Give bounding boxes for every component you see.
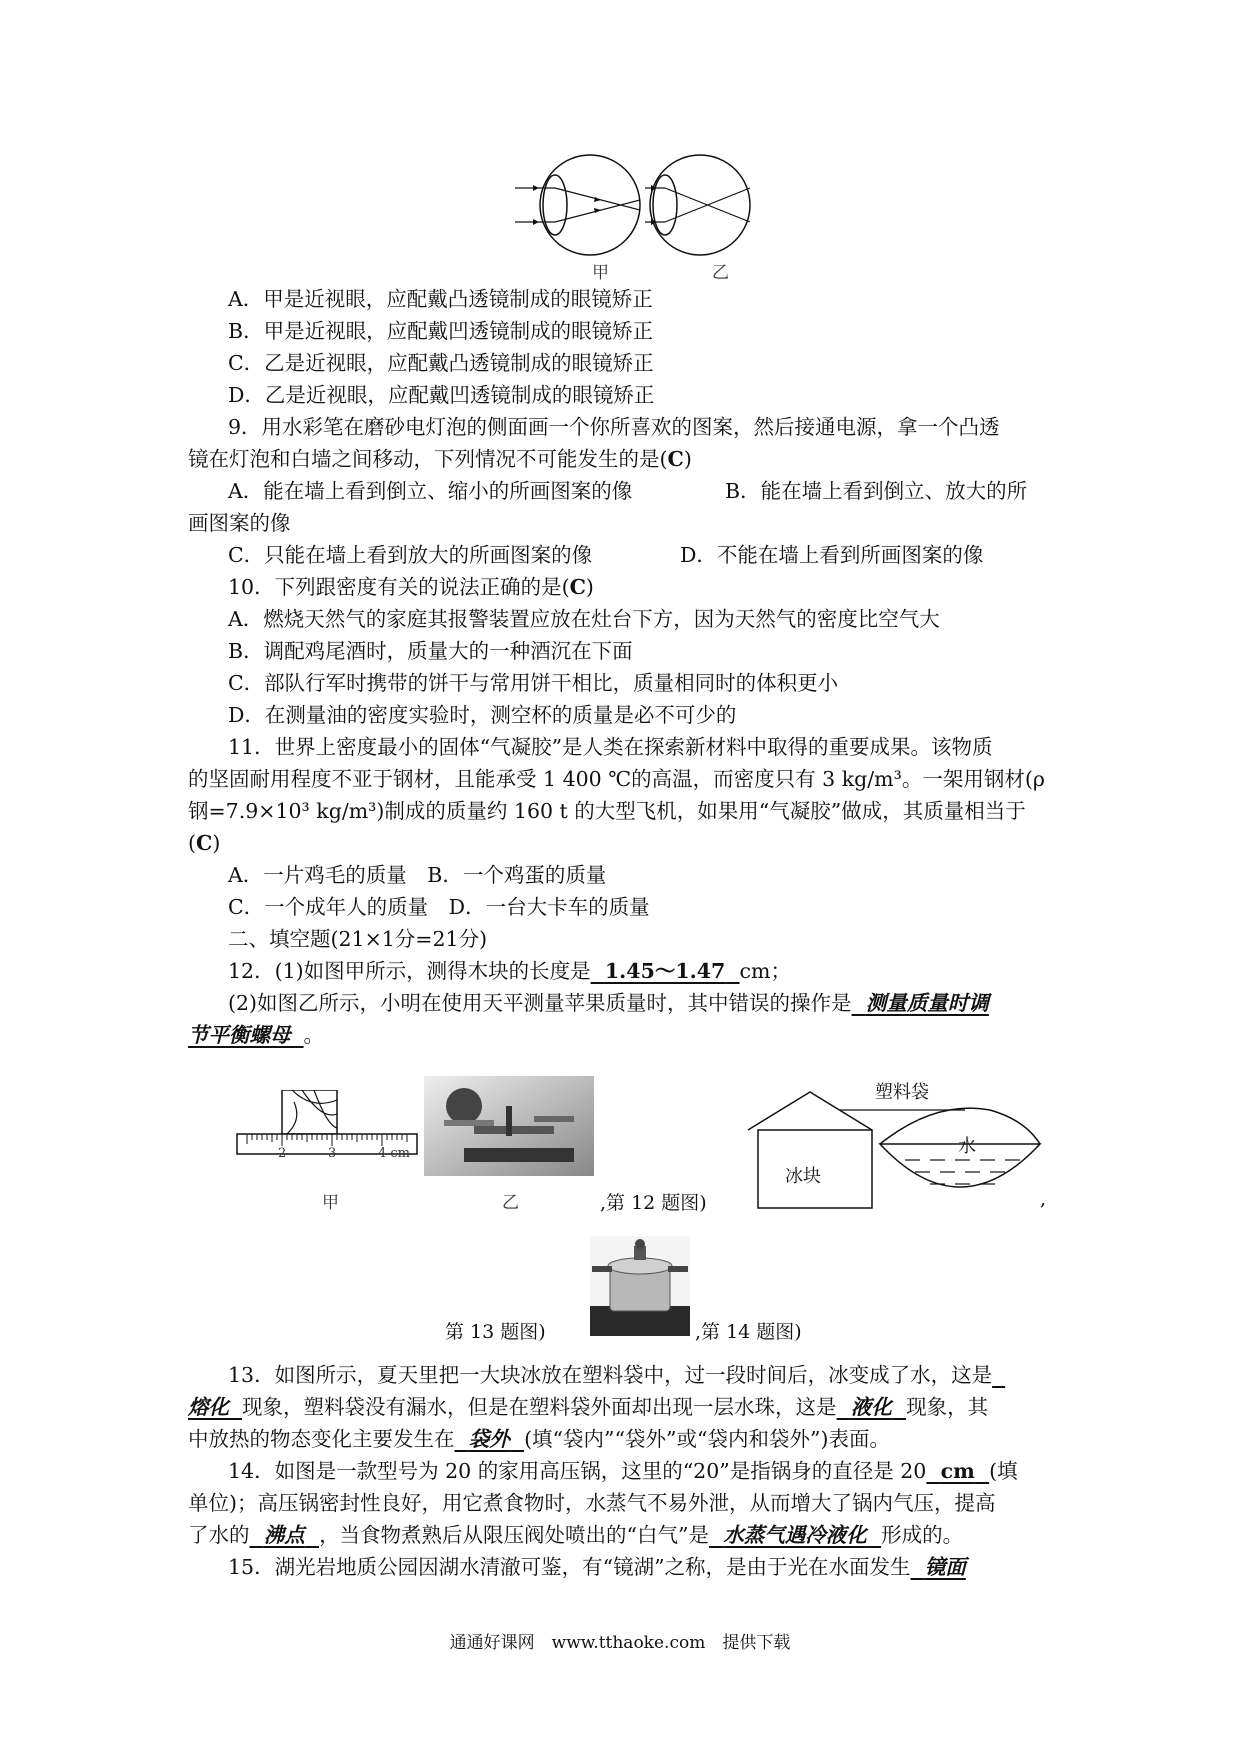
q14-answer1: [926, 1459, 989, 1483]
q13-text1: 13．如图所示，夏天里把一大块冰放在塑料袋中，过一段时间后，冰变成了水，这是: [228, 1363, 993, 1387]
q12-part2-text: (2)如图乙所示，小明在使用天平测量苹果质量时，其中错误的操作是: [228, 991, 852, 1015]
q8-option-a: A．甲是近视眼，应配戴凸透镜制成的眼镜矫正: [228, 287, 653, 311]
q9-stem-line2: [188, 446, 692, 472]
q9-option-b: B．能在墙上看到倒立、放大的所: [725, 479, 1028, 503]
fig13-comma: ,: [1040, 1188, 1047, 1210]
q14-line3: [188, 1522, 963, 1548]
section-fill-in-title: 二、填空题(21×1分=21分): [228, 927, 488, 951]
q15-line1: [228, 1554, 966, 1580]
q14-text4: ，当食物煮熟后从限压阀处喷出的“白气”是: [319, 1523, 710, 1547]
q13-text4: 中放热的物态变化主要发生在: [188, 1427, 455, 1451]
q15-answer1: [911, 1555, 966, 1579]
fig12-label-jia: 甲: [322, 1193, 339, 1213]
q14-answer1-text: cm: [940, 1459, 975, 1483]
q11-paren-close: ): [212, 831, 221, 855]
q12-part2-answer-text1: 测量质量时调: [865, 991, 989, 1015]
pressure-cooker-photo: [590, 1236, 690, 1336]
q15-text1: 15．湖光岩地质公园因湖水清澈可鉴，有“镜湖”之称，是由于光在水面发生: [228, 1555, 911, 1579]
q9-stem-text: 镜在灯泡和白墙之间移动，下列情况不可能发生的是(: [188, 447, 668, 471]
q11-line1: 11．世界上密度最小的固体“气凝胶”是人类在探索新材料中取得的重要成果。该物质: [228, 735, 993, 759]
q14-line2: 单位)；高压锅密封性良好，用它煮食物时，水蒸气不易外泄，从而增大了锅内气压，提高: [188, 1491, 996, 1515]
q10-answer: C: [569, 575, 586, 599]
q8-option-c: C．乙是近视眼，应配戴凸透镜制成的眼镜矫正: [228, 351, 654, 375]
q12-part1-unit: cm；: [739, 959, 791, 983]
q9-answer: C: [667, 447, 684, 471]
eye-diagram: [515, 150, 775, 270]
q14-line1: [228, 1458, 1018, 1484]
q12-part2-answer-cont: 节平衡螺母: [188, 1023, 291, 1047]
q14-answer2-text: 沸点: [263, 1523, 305, 1547]
q13-answer1: 熔化: [188, 1395, 229, 1419]
q12-line2: [228, 990, 989, 1016]
q12-period: 。: [303, 1023, 325, 1047]
ice-label: 冰块: [785, 1166, 821, 1187]
q11-line2: 的坚固耐用程度不亚于钢材，且能承受 1 400 ℃的高温，而密度只有 3 kg/m³。一架用钢材(ρ: [188, 767, 1045, 791]
q12-part1-answer: [591, 959, 740, 983]
q10-option-a: A．燃烧天然气的家庭其报警装置应放在灶台下方，因为天然气的密度比空气大: [228, 607, 940, 631]
q14-text3: 了水的: [188, 1523, 250, 1547]
q12-line3: [188, 1022, 324, 1048]
ruler-tick-2: 2: [278, 1146, 287, 1161]
q10-stem-text: 10．下列跟密度有关的说法正确的是(: [228, 575, 570, 599]
q13-answer3-text: 袋外: [468, 1427, 510, 1451]
q8-option-d: D．乙是近视眼，应配戴凹透镜制成的眼镜矫正: [228, 383, 655, 407]
q13-answer2-text: 液化: [850, 1395, 892, 1419]
q13-line3: [188, 1426, 890, 1452]
q12-part1-text: 12．(1)如图甲所示，测得木块的长度是: [228, 959, 591, 983]
q11-line3: 钢=7.9×10³ kg/m³)制成的质量约 160 t 的大型飞机，如果用“气凝胶”做成，其质量相当于: [188, 799, 1026, 823]
q13-text5: (填“袋内”“袋外”或“袋内和袋外”)表面。: [524, 1427, 890, 1451]
q11-options-cd: C．一个成年人的质量 D．一台大卡车的质量: [228, 895, 650, 919]
page-footer: 通通好课网 www.tthaoke.com 提供下载: [449, 1633, 791, 1653]
bag-label: 塑料袋: [875, 1082, 929, 1103]
q9-option-c: C．只能在墙上看到放大的所画图案的像: [228, 543, 593, 567]
q13-answer2: [837, 1395, 907, 1419]
q12-part1-answer-text: 1.45～1.47: [604, 959, 726, 983]
q10-stem-close: ): [585, 575, 594, 599]
q8-option-b: B．甲是近视眼，应配戴凹透镜制成的眼镜矫正: [228, 319, 654, 343]
q9-stem-close: ): [683, 447, 692, 471]
ruler-tick-3: 3: [328, 1146, 337, 1161]
q13-answer3: [455, 1427, 525, 1451]
q12-part2-answer: [852, 991, 989, 1015]
fig14-caption: ,第 14 题图): [695, 1321, 802, 1343]
q15-answer1-text: 镜面: [924, 1555, 966, 1579]
q14-text2: (填: [989, 1459, 1018, 1483]
q9-option-b-cont: 画图案的像: [188, 511, 291, 535]
q9-option-a: A．能在墙上看到倒立、缩小的所画图案的像: [228, 479, 633, 503]
q14-text5: 形成的。: [881, 1523, 964, 1547]
q13-text2: 现象，塑料袋没有漏水，但是在塑料袋外面却出现一层水珠，这是: [242, 1395, 837, 1419]
fig8-label-left: 甲: [592, 263, 609, 283]
q12-line1: [228, 958, 791, 984]
ruler-tick-4cm: 4 cm: [378, 1146, 411, 1161]
water-label: 水: [958, 1136, 976, 1157]
q9-stem-line1: 9．用水彩笔在磨砂电灯泡的侧面画一个你所喜欢的图案，然后接通电源，拿一个凸透: [228, 415, 1000, 439]
q11-answer: C: [196, 831, 213, 855]
q13-line1: [228, 1362, 1005, 1388]
q14-answer3: [709, 1523, 881, 1547]
fig12-label-yi: 乙: [502, 1193, 519, 1213]
q11-line4: [188, 830, 220, 856]
fig12-caption: ,第 12 题图): [600, 1192, 707, 1214]
balance-photo: [424, 1076, 594, 1176]
q10-option-b: B．调配鸡尾酒时，质量大的一种酒沉在下面: [228, 639, 633, 663]
fig8-label-right: 乙: [712, 263, 729, 283]
q14-answer2: [250, 1523, 320, 1547]
q10-option-c: C．部队行军时携带的饼干与常用饼干相比，质量相同时的体积更小: [228, 671, 839, 695]
q10-stem: [228, 574, 594, 600]
fig13-caption: 第 13 题图): [445, 1321, 546, 1343]
q14-text1: 14．如图是一款型号为 20 的家用高压锅，这里的“20”是指锅身的直径是 20: [228, 1459, 927, 1483]
q14-answer3-text: 水蒸气遇冷液化: [723, 1523, 867, 1547]
q13-text3: 现象，其: [906, 1395, 989, 1419]
q13-line2: [188, 1394, 988, 1420]
q9-option-d: D．不能在墙上看到所画图案的像: [680, 543, 984, 567]
q11-options-ab: A．一片鸡毛的质量 B．一个鸡蛋的质量: [228, 863, 607, 887]
q10-option-d: D．在测量油的密度实验时，测空杯的质量是必不可少的: [228, 703, 737, 727]
q11-paren-open: (: [188, 831, 196, 855]
